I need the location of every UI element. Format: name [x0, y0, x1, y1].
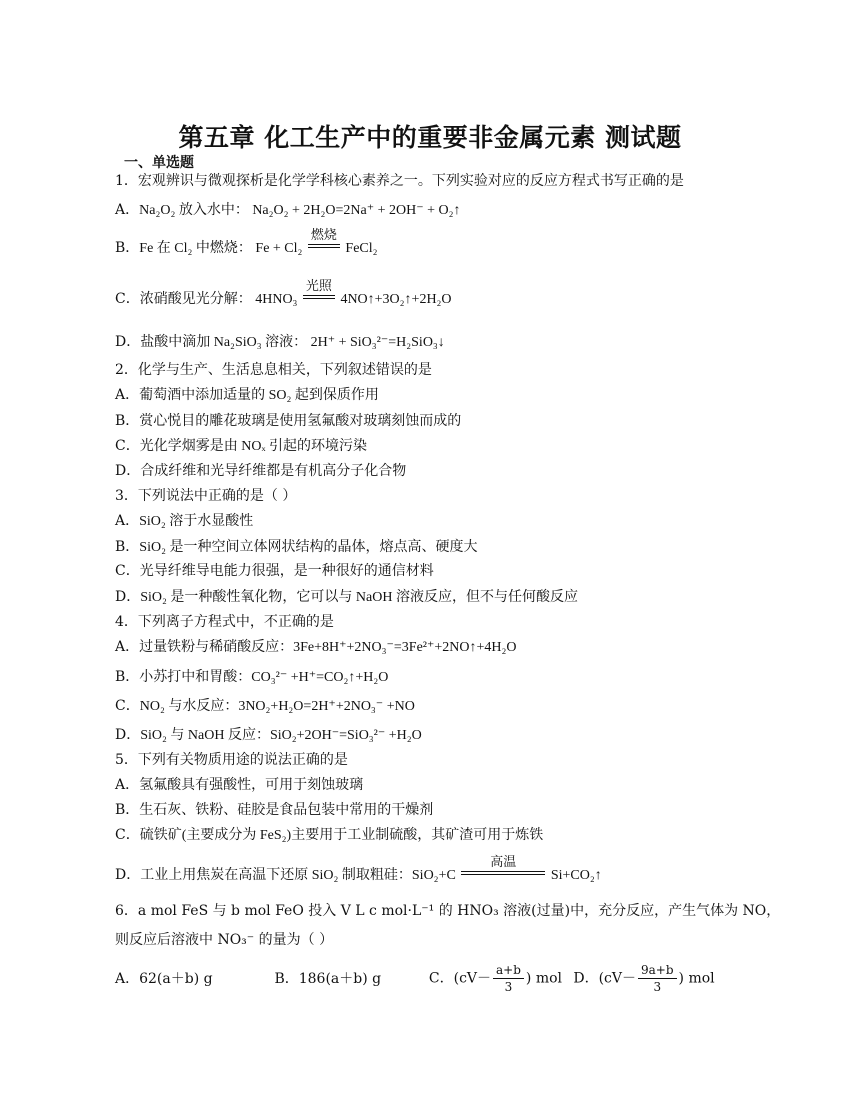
- line-q3c: C．光导纤维导电能力很强，是一种很好的通信材料: [115, 563, 434, 579]
- choice-c: C．(cV－ $\frac{a+b}{3}$ ) mol: [428, 963, 563, 994]
- line-q5: 5．下列有关物质用途的说法正确的是: [115, 752, 348, 768]
- line-q6s: 则反应后溶液中 NO₃⁻ 的量为（ ）: [115, 932, 334, 948]
- reaction-condition: 燃烧: [308, 244, 340, 254]
- line-q2: 2．化学与生产、生活息息相关，下列叙述错误的是: [115, 362, 432, 378]
- line-q1d: D．盐酸中滴加 Na₂SiO₃ 溶液： 2H⁺ + SiO₃²⁻=H₂SiO₃↓: [115, 334, 445, 350]
- line-q3b: B．SiO₂ 是一种空间立体网状结构的晶体，熔点高、硬度大: [115, 539, 478, 555]
- line-q4b: B．小苏打中和胃酸：CO₃²⁻ +H⁺=CO₂↑+H₂O: [115, 669, 389, 685]
- line-q2a: A．葡萄酒中添加适量的 SO₂ 起到保质作用: [115, 387, 379, 403]
- line-q4: 4．下列离子方程式中，不正确的是: [115, 614, 334, 630]
- line-q5a: A．氢氟酸具有强酸性，可用于刻蚀玻璃: [115, 777, 364, 793]
- choice-a: A．62(a＋b) g: [115, 970, 213, 987]
- reaction-condition: 高温: [461, 871, 545, 881]
- line-q6: 6．a mol FeS 与 b mol FeO 投入 V L c mol·L⁻¹ 的 HNO₃ 溶液(过量)中，充分反应，产生气体为 NO，: [115, 903, 781, 919]
- line-q5c: C．硫铁矿(主要成分为 FeS₂)主要用于工业制硫酸，其矿渣可用于炼铁: [115, 827, 544, 843]
- line-q5d: D．工业上用焦炭在高温下还原 SiO₂ 制取粗硅：SiO₂+C 高温 Si+CO₂↑: [115, 855, 602, 883]
- line-q3: 3．下列说法中正确的是（ ）: [115, 488, 297, 504]
- line-q4a: A．过量铁粉与稀硝酸反应：3Fe+8H⁺+2NO₃⁻=3Fe²⁺+2NO↑+4H₂O: [115, 639, 517, 655]
- choice-d: D．(cV－ $\frac{9a+b}{3}$ ) mol: [573, 963, 715, 994]
- line-q5b: B．生石灰、铁粉、硅胶是食品包装中常用的干燥剂: [115, 802, 434, 818]
- line-q2b: B．赏心悦目的雕花玻璃是使用氢氟酸对玻璃刻蚀而成的: [115, 413, 462, 429]
- line-q1b: B．Fe 在 Cl₂ 中燃烧： Fe + Cl₂ 燃烧 FeCl₂: [115, 228, 378, 256]
- line-q1a: A．Na₂O₂ 放入水中： Na₂O₂ + 2H₂O=2Na⁺ + 2OH⁻ + O₂↑: [115, 202, 461, 218]
- line-q3a: A．SiO₂ 溶于水显酸性: [115, 513, 254, 529]
- page-title: 第五章 化工生产中的重要非金属元素 测试题: [178, 123, 682, 152]
- reaction-condition: 光照: [303, 295, 335, 305]
- section-heading: 一、单选题: [124, 155, 194, 171]
- line-q2d: D．合成纤维和光导纤维都是有机高分子化合物: [115, 463, 407, 479]
- line-q4d: D．SiO₂ 与 NaOH 反应：SiO₂+2OH⁻=SiO₃²⁻ +H₂O: [115, 727, 422, 743]
- q6-choices: [115, 962, 715, 995]
- line-q3d: D．SiO₂ 是一种酸性氧化物，它可以与 NaOH 溶液反应，但不与任何酸反应: [115, 589, 578, 605]
- line-q1: 1．宏观辨识与微观探析是化学学科核心素养之一。下列实验对应的反应方程式书写正确的是: [115, 173, 684, 189]
- line-q2c: C．光化学烟雾是由 NOₓ 引起的环境污染: [115, 438, 367, 454]
- line-q4c: C．NO₂ 与水反应：3NO₂+H₂O=2H⁺+2NO₃⁻ +NO: [115, 698, 415, 714]
- line-q1c: C．浓硝酸见光分解： 4HNO₃ 光照 4NO↑+3O₂↑+2H₂O: [115, 279, 452, 307]
- choice-b: B．186(a＋b) g: [274, 970, 382, 987]
